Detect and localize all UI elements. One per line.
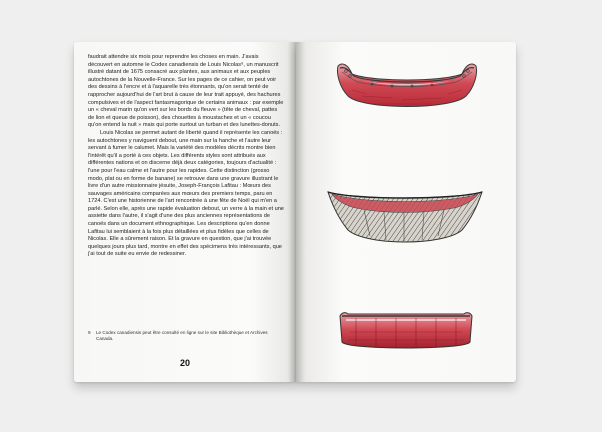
footnote: [88, 330, 284, 342]
open-book: [74, 42, 516, 382]
page-number: 20: [179, 358, 190, 368]
footnote-text: Le Codex canadiensis peut être consulté en ligne sur le site Bibliothèque et Archives Canada.: [96, 330, 268, 341]
flat-canoe-illustration: [336, 306, 476, 356]
left-page: [74, 42, 296, 382]
paragraph-1: faudrait attendre six mois pour reprendre les choses en main. J'avais découvert en automne le Codex canadiensis de Louis Nicolas⁹, un manuscrit illustré datant de 1675 consacré aux plantes, aux animaux et aux peuples autochtones de la Nouvelle-France. Sur les pages de ce cahier, on peut voir des dessins à l'encre et à l'aquarelle très étonnants, qu'on serait tenté de rapprocher aujourd'hui de l'art brut à cause de leur trait appuyé, des hachures compulsives et de l'aspect fantasmagorique de certains animaux : par exemple un « cheval marin qu'on vert sur les bords du fleuve » (tête de cheval, pattes de lion et queue de poisson), des chouettes à moustaches et un « coucou qu'on entend la nuit » mais qui porte surtout un turban et des lunettes-donuts.: [88, 54, 284, 129]
paragraph-2: Louis Nicolas se permet autant de liberté quand il représente les canoës : les autochtones y naviguent debout, une main sur la hanche et l'autre leur servant à fumer le calumet. Mais la variété des modèles décrits montre bien l'intérêt qu'il a porté à ces objets. Les différents styles sont attribués aux différentes nations et on discerne déjà deux catégories, toujours d'actualité : l'une pour l'eau calme et l'autre pour les rapides. Cette distinction (grosso modo, plat ou en forme de banane) se retrouve dans une gravure illustrant le livre d'un autre missionnaire jésuite, Joseph-François Lafitau : Mœurs des sauvages américains comparées aux mœurs des premiers temps, paru en 1724. C'est une historienne de l'art rencontrée à une fête de Noël qui m'en a parlé. Selon elle, après une rapide évaluation debout, un verre à la main et une assiette dans l'autre, il s'agit d'une des plus anciennes représentations de canoës dans un document ethnographique. Les descriptions qu'en donne Lafitau lui semblaient à la fois plus détaillées et plus fidèles que celles de Nicolas. Elle a sûrement raison. Et la gravure en question, que j'ai trouvée quelques jours plus tard, montre en effet des spécimens très intéressants, que j'ai tout de suite eu envie de redessiner.: [88, 129, 284, 258]
birchbark-canoe-illustration: [324, 186, 486, 252]
right-page: [296, 42, 516, 382]
footnote-number: 9: [88, 330, 91, 335]
body-text: [88, 54, 284, 259]
banana-canoe-illustration: [332, 58, 482, 124]
